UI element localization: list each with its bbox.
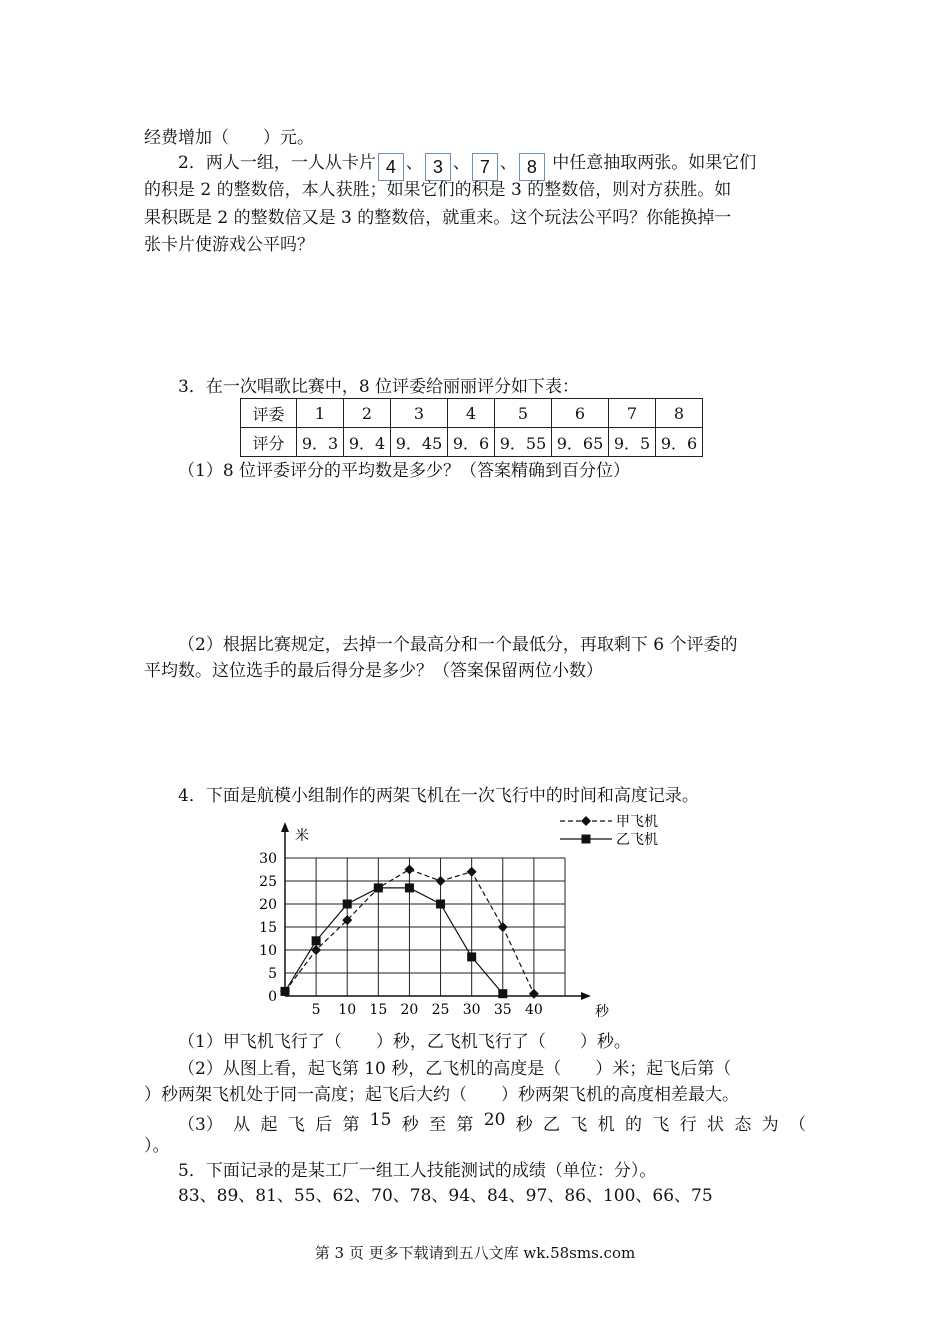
x-axis-arrow [581,992,591,1000]
q4-sub-2a: （2）从图上看，起飞第 10 秒，乙飞机的高度是（ ）米；起飞后第（ [178,1059,732,1079]
q4-sub-3-token: （ [789,1115,806,1135]
table-cell: 9．45 [391,428,448,457]
x-tick-label: 30 [462,1002,481,1018]
data-point-jia [529,989,539,999]
table-cell: 9．6 [656,428,703,457]
x-tick-label: 10 [338,1002,357,1018]
card-sep: 、 [452,153,470,173]
q4-sub-3-token: 起 [260,1115,278,1135]
card-1: 4 [378,153,404,181]
q4-sub-3b: ）。 [144,1136,170,1156]
q4-sub-3-token: 乙 [543,1115,561,1135]
legend-label: 甲飞机 [616,814,658,830]
flight-chart [250,808,690,1030]
q4-sub-3-token: 20 [483,1110,506,1130]
table-cell: 9．55 [495,428,552,457]
table-cell: 9．4 [344,428,391,457]
y-axis-arrow [281,822,289,832]
table-cell: 7 [609,399,656,428]
q4-sub-3-token: 至 [429,1115,447,1135]
q4-sub-3-token: 秒 [401,1115,419,1135]
table-cell: 5 [495,399,552,428]
x-tick-label: 15 [369,1002,388,1018]
q3-sub-1: （1）8 位评委评分的平均数是多少？（答案精确到百分位） [178,461,631,481]
q4-sub-1: （1）甲飞机飞行了（ ）秒，乙飞机飞行了（ ）秒。 [178,1032,631,1052]
data-point-jia [436,876,446,886]
data-point-yi [312,936,321,945]
q4-sub-3-token: 飞 [287,1115,305,1135]
q2-line-4: 张卡片使游戏公平吗？ [144,235,314,255]
q3-title: 3．在一次唱歌比赛中，8 位评委给丽丽评分如下表： [178,377,580,397]
q4-sub-3-token: （3） [178,1115,223,1135]
table-cell: 2 [344,399,391,428]
legend-marker [581,816,591,826]
card-2: 3 [425,153,451,181]
q4-sub-2b: ）秒两架飞机处于同一高度；起飞后大约（ ）秒两架飞机的高度相差最大。 [144,1085,739,1105]
x-axis-label: 秒 [595,1004,609,1020]
q2-line-3: 果积既是 2 的整数倍又是 3 的整数倍，就重来。这个玩法公平吗？你能换掉一 [144,208,732,228]
legend-label: 乙飞机 [616,832,658,848]
q4-sub-3-token: 为 [761,1115,779,1135]
y-axis-label: 米 [295,828,309,844]
y-tick-label: 0 [268,989,277,1005]
q2-line-2: 的积是 2 的整数倍，本人获胜；如果它们的积是 3 的整数倍，则对方获胜。如 [144,180,732,200]
y-tick-label: 20 [259,897,277,913]
data-point-jia [404,865,414,875]
table-cell: 9．3 [297,428,344,457]
q2-text-a: 2．两人一组，一人从卡片 [178,153,376,173]
score-table [240,398,703,457]
q4-sub-3-token: 飞 [652,1115,670,1135]
y-tick-label: 5 [268,966,277,982]
card-sep: 、 [499,153,517,173]
data-point-yi [343,900,352,909]
table-row-score [241,428,703,457]
q4-sub-3-token: 机 [597,1115,615,1135]
data-point-yi [374,883,383,892]
legend-marker [582,835,591,844]
x-tick-label: 25 [431,1002,450,1018]
q4-sub-3-token: 态 [734,1115,752,1135]
x-tick-label: 5 [311,1002,321,1018]
x-tick-label: 20 [400,1002,419,1018]
table-row-judge [241,399,703,428]
table-cell: 8 [656,399,703,428]
table-cell: 9．5 [609,428,656,457]
q4-sub-3-token: 15 [369,1110,392,1130]
q4-sub-3-token: 状 [707,1115,725,1135]
table-cell: 4 [448,399,495,428]
y-tick-label: 10 [259,943,277,959]
y-tick-label: 30 [259,851,277,867]
q3-sub-2b: 平均数。这位选手的最后得分是多少？（答案保留两位小数） [144,661,603,681]
data-point-yi [281,987,290,996]
q3-sub-2a: （2）根据比赛规定，去掉一个最高分和一个最低分，再取剩下 6 个评委的 [178,635,738,655]
q2-text-b: 中任意抽取两张。如果它们 [546,153,757,173]
y-tick-label: 15 [259,920,277,936]
table-cell: 9．65 [552,428,609,457]
q4-sub-3-token: 的 [625,1115,643,1135]
table-cell: 1 [297,399,344,428]
data-point-yi [467,952,476,961]
data-point-yi [405,883,414,892]
q4-sub-3a [178,1110,806,1135]
q2-line-1 [178,153,756,181]
card-4: 8 [519,153,545,181]
q4-title: 4．下面是航模小组制作的两架飞机在一次飞行中的时间和高度记录。 [178,786,699,806]
table-cell: 评分 [241,428,297,457]
q1-tail: 经费增加（ ）元。 [144,128,314,148]
q4-sub-3-token: 飞 [570,1115,588,1135]
data-point-jia [498,922,508,932]
x-tick-label: 35 [493,1002,512,1018]
q5-data: 83、89、81、55、62、70、78、94、84、97、86、100、66、75 [178,1186,713,1206]
q4-sub-3-token: 秒 [515,1115,533,1135]
q4-sub-3-token: 第 [342,1115,360,1135]
card-sep: 、 [405,153,423,173]
card-3: 7 [472,153,498,181]
data-point-yi [436,900,445,909]
q4-sub-3-token: 第 [456,1115,474,1135]
x-tick-label: 40 [524,1002,543,1018]
y-tick-label: 25 [259,874,277,890]
table-cell: 6 [552,399,609,428]
q5-title: 5．下面记录的是某工厂一组工人技能测试的成绩（单位：分）。 [178,1161,657,1181]
q4-sub-3-token: 后 [315,1115,333,1135]
table-cell: 9．6 [448,428,495,457]
q4-sub-3-token: 从 [233,1115,251,1135]
data-point-yi [498,989,507,998]
page-footer: 第 3 页 更多下载请到五八文库 wk.58sms.com [314,1244,636,1262]
table-cell: 评委 [241,399,297,428]
table-cell: 3 [391,399,448,428]
data-point-jia [467,867,477,877]
q4-sub-3-token: 行 [679,1115,697,1135]
